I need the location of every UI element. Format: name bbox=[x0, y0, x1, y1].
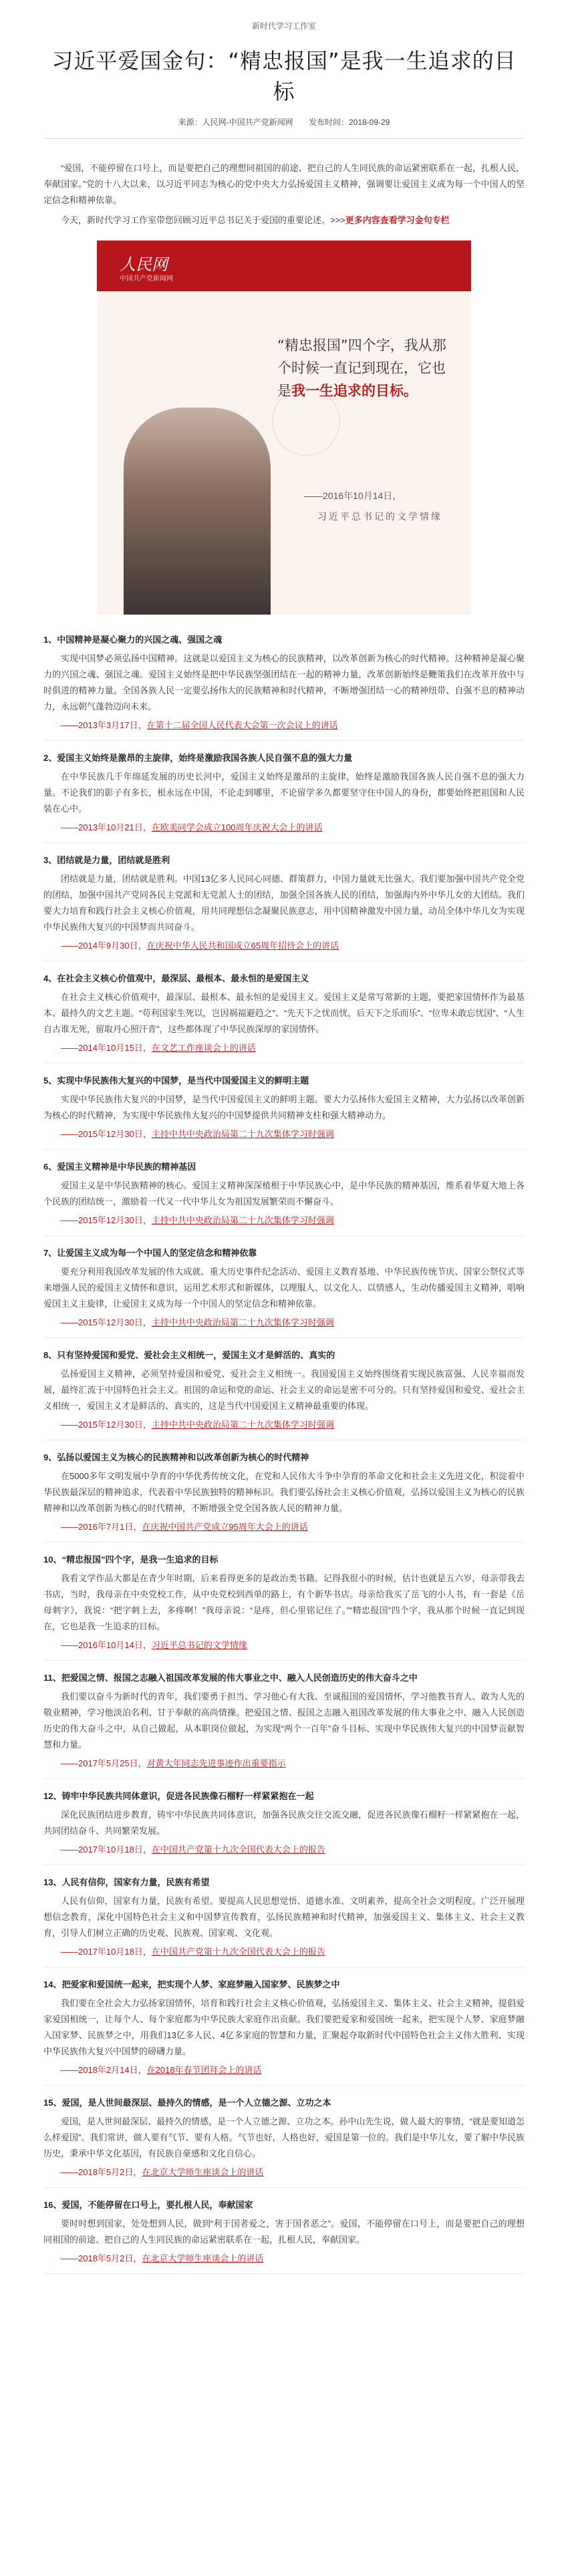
intro bbox=[43, 160, 525, 228]
quote-section bbox=[43, 1875, 525, 1967]
section-heading: 13、人民有信仰，国家有力量，民族有希望 bbox=[43, 1877, 210, 1887]
quote-section bbox=[43, 971, 525, 1064]
quote-section bbox=[43, 1073, 525, 1150]
quote-section bbox=[43, 2095, 525, 2188]
intro-paragraph bbox=[43, 212, 525, 228]
section-heading: 3、团结就是力量，团结就是胜利 bbox=[43, 855, 170, 865]
quote-section bbox=[43, 1245, 525, 1338]
source-date: ——2013年10月21日， bbox=[61, 822, 152, 832]
section-heading: 7、让爱国主义成为每一个中国人的坚定信念和精神依靠 bbox=[43, 1248, 257, 1258]
source-link[interactable]: 在欧美同学会成立100周年庆祝大会上的讲话 bbox=[151, 822, 323, 832]
source-link[interactable]: 在庆祝中国共产党成立95周年大会上的讲话 bbox=[142, 1522, 308, 1532]
section-heading: 15、爱国，是人世间最深层、最持久的情感，是一个人立德之源、立功之本 bbox=[43, 2098, 331, 2108]
hero-date: ——2016年10月14日， bbox=[304, 490, 402, 501]
quote-section bbox=[43, 1552, 525, 1661]
source-date: ——2015年12月30日， bbox=[61, 1129, 152, 1139]
section-heading: 11、把爱国之情、报国之志融入祖国改革发展的伟大事业之中、融入人民创造历史的伟大奋斗之中 bbox=[43, 1673, 418, 1683]
source-date: ——2017年5月25日， bbox=[61, 1758, 147, 1768]
source-date: ——2014年10月15日， bbox=[61, 1043, 152, 1053]
logo-subtitle: 中国共产党新闻网 bbox=[120, 275, 173, 283]
section-body: 我们要在全社会大力弘扬家国情怀，培育和践行社会主义核心价值观，弘扬爱国主义、集体主义、社会主义精神，提倡爱家爱国相统一，让每个人、每个家庭都为中华民族大家庭作出贡献。我们要把爱家和爱国统一起来，把实现个人梦、家庭梦融入国家梦、民族梦之中，用我们13亿多人民、4亿多家庭的智慧和力量，汇聚起夺取新时代中国特色社会主义伟大胜利、实现中华民族伟大复兴中国梦的磅礴力量。 bbox=[43, 1998, 525, 2056]
source-link[interactable]: 主持中共中央政治局第二十九次集体学习时强调 bbox=[151, 1420, 334, 1430]
source-date: ——2018年5月2日， bbox=[61, 2253, 142, 2263]
section-heading: 1、中国精神是凝心聚力的兴国之魂、强国之魂 bbox=[43, 635, 223, 645]
section-body: 团结就是力量，团结就是胜利。中国13亿多人民同心同德、群策群力，中国力量就无比强大。我们要加强中国共产党全党的团结，加强中国共产党同各民主党派和无党派人士的团结，加强全国各族人民的团结，加强海内外中华儿女的大团结。我们要大力培育和践行社会主义核心价值观，用共同理想信念凝聚民族意志，用中国精神激发中国力量，动员全体中华儿女为实现中华民族伟大复兴的中国梦而共同奋斗。 bbox=[43, 874, 525, 932]
section-body: 要充分利用我国改革发展的伟大成就、重大历史事件纪念活动、爱国主义教育基地、中华民族传统节庆、国家公祭仪式等来增强人民的爱国主义情怀和意识，运用艺术形式和新媒体，以理服人、以文化人、以情感人，生动传播爱国主义精神，唱响爱国主义主旋律，让爱国主义成为每一个中国人的坚定信念和精神依靠。 bbox=[43, 1267, 525, 1309]
section-heading: 5、实现中华民族伟大复兴的中国梦，是当代中国爱国主义的鲜明主题 bbox=[43, 1076, 309, 1086]
source-link[interactable]: 在第十二届全国人民代表大会第一次会议上的讲话 bbox=[146, 720, 338, 730]
hero-quote bbox=[277, 334, 458, 402]
source-link[interactable]: 主持中共中央政治局第二十九次集体学习时强调 bbox=[151, 1129, 334, 1139]
section-heading: 9、弘扬以爱国主义为核心的民族精神和以改革创新为核心的时代精神 bbox=[43, 1452, 309, 1462]
article-meta bbox=[43, 116, 525, 139]
section-body: 爱国，是人世间最深层、最持久的情感，是一个人立德之源、立功之本。孙中山先生说，做人最大的事情，“就是要知道怎么样爱国”。我们常讲，做人要有气节、要有人格。气节也好，人格也好，爱国是第一位的。我们是中华儿女，要了解中华民族历史，秉承中华文化基因，有民族自豪感和文化自信心。 bbox=[43, 2116, 525, 2158]
quote-section bbox=[43, 852, 525, 961]
quote-section bbox=[43, 1450, 525, 1543]
people-daily-logo: 人民网 bbox=[120, 255, 168, 274]
source-link[interactable]: 在2018年春节团拜会上的讲话 bbox=[146, 2065, 262, 2075]
source-link[interactable]: 在北京大学师生座谈会上的讲话 bbox=[142, 2167, 264, 2177]
hero-quote-text: “精忠报国”四个字，我从那个时候一直记到现在，它也是 bbox=[277, 337, 446, 399]
quote-section bbox=[43, 1977, 525, 2086]
section-source bbox=[43, 1417, 525, 1440]
section-heading: 6、爱国主义精神是中华民族的精神基因 bbox=[43, 1162, 196, 1172]
section-body: 我看文学作品大都是在青少年时期，后来看得更多的是政治类书籍。记得我很小的时候，估计也就是五六岁，母亲带我去书店，当时，我母亲在中央党校工作，从中央党校到西单的路上，有个新华书店。母亲给我买了岳飞的小人书，有一套是《岳母刺字》，我说：“把字刺上去，多疼啊！”我母亲说：“是疼，但心里铭记住了。”“精忠报国”四个字，我从那个时候一直记到现在，它也是我一生追求的目标。 bbox=[43, 1573, 525, 1631]
section-source bbox=[43, 1944, 525, 1967]
more-quotes-link[interactable]: 更多内容查看学习金句专栏 bbox=[345, 215, 450, 225]
hero-signature: 习近平总书记的文学情缘 bbox=[317, 511, 442, 522]
section-body: 爱国主义是中华民族精神的核心。爱国主义精神深深植根于中华民族心中，是中华民族的精神基因，维系着华夏大地上各个民族的团结统一，激励着一代又一代中华儿女为祖国发展繁荣而不懈奋斗。 bbox=[43, 1180, 525, 1206]
section-body: 在5000多年文明发展中孕育的中华优秀传统文化，在党和人民伟大斗争中孕育的革命文化和社会主义先进文化，积淀着中华民族最深层的精神追求，代表着中华民族独特的精神标识。我们要弘扬社会主义核心价值观，弘扬以爱国主义为核心的民族精神和以改革创新为核心的时代精神，不断增强全党全国各族人民的精神力量。 bbox=[43, 1471, 525, 1513]
section-body: 实现中华民族伟大复兴的中国梦，是当代中国爱国主义的鲜明主题。要大力弘扬伟大爱国主义精神，大力弘扬以改革创新为核心的时代精神，为实现中华民族伟大复兴的中国梦提供共同精神支柱和强大精神动力。 bbox=[43, 1094, 525, 1120]
source-link[interactable]: 在庆祝中华人民共和国成立65周年招待会上的讲话 bbox=[146, 941, 339, 951]
section-source bbox=[43, 2164, 525, 2188]
source-date: ——2015年12月30日， bbox=[61, 1420, 152, 1430]
source-link[interactable]: 在中国共产党第十九次全国代表大会上的报告 bbox=[151, 1844, 325, 1855]
quote-section bbox=[43, 1788, 525, 1865]
source-link[interactable]: 在北京大学师生座谈会上的讲话 bbox=[142, 2253, 264, 2263]
intro-text: 今天，新时代学习工作室带您回顾习近平总书记关于爱国的重要论述。>>> bbox=[61, 215, 345, 225]
source-date: ——2017年10月18日， bbox=[61, 1947, 152, 1957]
section-body: 我们要以奋斗为新时代的青年，我们要勇于担当、学习他心有大我、至诚报国的爱国情怀，学习他教书育人、敢为人先的敬业精神，学习他淡泊名利、甘于奉献的高尚情操。把爱国之情、报国之志融入祖国改革发展的伟大事业之中、融入人民创造历史的伟大奋斗之中，从自己做起，从本职岗位做起，为实现“两个一百年”奋斗目标、实现中华民族伟大复兴的中国梦贡献智慧和力量。 bbox=[43, 1692, 525, 1750]
section-source bbox=[43, 938, 525, 961]
source-date: ——2013年3月17日， bbox=[61, 720, 147, 730]
source-date: ——2018年2月14日， bbox=[61, 2065, 147, 2075]
section-body: 实现中国梦必须弘扬中国精神。这就是以爱国主义为核心的民族精神，以改革创新为核心的时代精神。这种精神是凝心聚力的兴国之魂、强国之魂。爱国主义始终是把中华民族坚强团结在一起的精神力量，改革创新始终是鞭策我们在改革开放中与时俱进的精神力量。全国各族人民一定要弘扬伟大的民族精神和时代精神，不断增强团结一心的精神纽带、自强不息的精神动力，永远朝气蓬勃迈向未来。 bbox=[43, 653, 525, 711]
section-heading: 16、爱国，不能停留在口号上，要扎根人民，奉献国家 bbox=[43, 2200, 253, 2210]
quote-section bbox=[43, 632, 525, 741]
section-body: 在社会主义核心价值观中，最深层、最根本、最永恒的是爱国主义。爱国主义是常写常新的主题，要把家国情怀作为最基本、最持久的文艺主题。“苟利国家生死以，岂因祸福避趋之”、“先天下之忧而忧，后天下之乐而乐”、“位卑未敢忘忧国”、“人生自古谁无死，留取丹心照汗青”，这些都体现了中华民族深厚的家国情怀。 bbox=[43, 992, 525, 1034]
quote-section bbox=[43, 750, 525, 843]
section-source bbox=[43, 1040, 525, 1064]
section-source bbox=[43, 1213, 525, 1236]
quote-section bbox=[43, 2197, 525, 2274]
section-body: 人民有信仰，国家有力量，民族有希望。要提高人民思想觉悟、道德水准、文明素养，提高全社会文明程度。广泛开展理想信念教育，深化中国特色社会主义和中国梦宣传教育，弘扬民族精神和时代精神，加强爱国主义、集体主义、社会主义教育，引导人们树立正确的历史观、民族观、国家观、文化观。 bbox=[43, 1896, 525, 1938]
section-heading: 8、只有坚持爱国和爱党、爱社会主义相统一，爱国主义才是鲜活的、真实的 bbox=[43, 1350, 335, 1360]
quote-sections bbox=[43, 632, 525, 2274]
section-source bbox=[43, 2251, 525, 2274]
quote-section bbox=[43, 1670, 525, 1779]
source-date: ——2016年7月1日， bbox=[61, 1522, 142, 1532]
article-title: 习近平爱国金句：“精忠报国”是我一生追求的目标 bbox=[51, 48, 517, 104]
hero-quote-highlight: 我一生追求的目标。 bbox=[291, 383, 418, 399]
source-link[interactable]: 习近平总书记的文学情缘 bbox=[151, 1640, 247, 1650]
section-source bbox=[43, 1315, 525, 1338]
section-source bbox=[43, 2062, 525, 2086]
section-source bbox=[43, 717, 525, 741]
source-link[interactable]: 在文艺工作座谈会上的讲话 bbox=[151, 1043, 256, 1053]
source-link[interactable]: 在中国共产党第十九次全国代表大会上的报告 bbox=[151, 1947, 325, 1957]
section-source bbox=[43, 1637, 525, 1661]
section-heading: 2、爱国主义始终是激昂的主旋律，始终是激励我国各族人民自强不息的强大力量 bbox=[43, 753, 353, 763]
source-link[interactable]: 主持中共中央政治局第二十九次集体学习时强调 bbox=[151, 1317, 334, 1327]
quote-section bbox=[43, 1159, 525, 1236]
section-heading: 10、“精忠报国”四个字，是我一生追求的目标 bbox=[43, 1555, 219, 1565]
section-body: 要时时想到国家，处处想到人民，做到“利于国者爱之，害于国者恶之”。爱国，不能停留在口号上，而是要把自己的理想同祖国的前途、把自己的人生同民族的命运紧密联系在一起，扎根人民，奉献国家。 bbox=[43, 2219, 525, 2245]
portrait-photo bbox=[124, 408, 271, 615]
source-date: ——2018年5月2日， bbox=[61, 2167, 142, 2177]
article-page bbox=[43, 0, 525, 2274]
section-source bbox=[43, 820, 525, 843]
section-heading: 12、铸牢中华民族共同体意识，促进各民族像石榴籽一样紧紧抱在一起 bbox=[43, 1791, 314, 1801]
source-date: ——2015年12月30日， bbox=[61, 1215, 152, 1225]
article-source: 来源：人民网-中国共产党新闻网 bbox=[178, 118, 293, 127]
section-source bbox=[43, 1842, 525, 1865]
section-source bbox=[43, 1519, 525, 1543]
hero-image bbox=[97, 240, 471, 615]
source-link[interactable]: 主持中共中央政治局第二十九次集体学习时强调 bbox=[151, 1215, 334, 1225]
section-body: 弘扬爱国主义精神，必须坚持爱国和爱党、爱社会主义相统一。我国爱国主义始终围绕着实现民族富强、人民幸福而发展，最终汇流于中国特色社会主义。祖国的命运和党的命运、社会主义的命运是密不可分的。只有坚持爱国和爱党、爱社会主义相统一，爱国主义才是鲜活的、真实的，这是当代中国爱国主义精神最重要的体现。 bbox=[43, 1369, 525, 1411]
section-heading: 14、把爱家和爱国统一起来，把实现个人梦、家庭梦融入国家梦、民族梦之中 bbox=[43, 1979, 340, 1989]
section-source bbox=[43, 1756, 525, 1779]
intro-paragraph: “爱国，不能停留在口号上，而是要把自己的理想同祖国的前途、把自己的人生同民族的命运紧密联系在一起，扎根人民，奉献国家。”党的十八大以来，以习近平同志为核心的党中央大力弘扬爱国主义精神，强调要让爱国主义成为每一个中国人的坚定信念和精神依靠。 bbox=[43, 163, 525, 205]
section-body: 在中华民族几千年绵延发展的历史长河中，爱国主义始终是激昂的主旋律，始终是激励我国各族人民自强不息的强大力量。不论我们的影子有多长，根永远在中国，不论走到哪里，不论留学多久都要坚守住中国人的身份，都要始终把祖国和人民装在心中。 bbox=[43, 772, 525, 814]
column-name: 新时代学习工作室 bbox=[251, 21, 316, 31]
section-source bbox=[43, 1126, 525, 1150]
source-date: ——2015年12月30日， bbox=[61, 1317, 152, 1327]
quote-section bbox=[43, 1347, 525, 1440]
section-body: 深化民族团结进步教育，铸牢中华民族共同体意识，加强各民族交往交流交融，促进各民族像石榴籽一样紧紧抱在一起，共同团结奋斗、共同繁荣发展。 bbox=[43, 1810, 525, 1836]
source-date: ——2017年10月18日， bbox=[61, 1844, 152, 1855]
source-link[interactable]: 对黄大年同志先进事迹作出重要指示 bbox=[146, 1758, 286, 1768]
source-date: ——2014年9月30日， bbox=[61, 941, 147, 951]
source-date: ——2016年10月14日， bbox=[61, 1640, 152, 1650]
section-heading: 4、在社会主义核心价值观中，最深层、最根本、最永恒的是爱国主义 bbox=[43, 973, 309, 983]
publish-time: 发布时间：2018-09-29 bbox=[308, 118, 390, 127]
